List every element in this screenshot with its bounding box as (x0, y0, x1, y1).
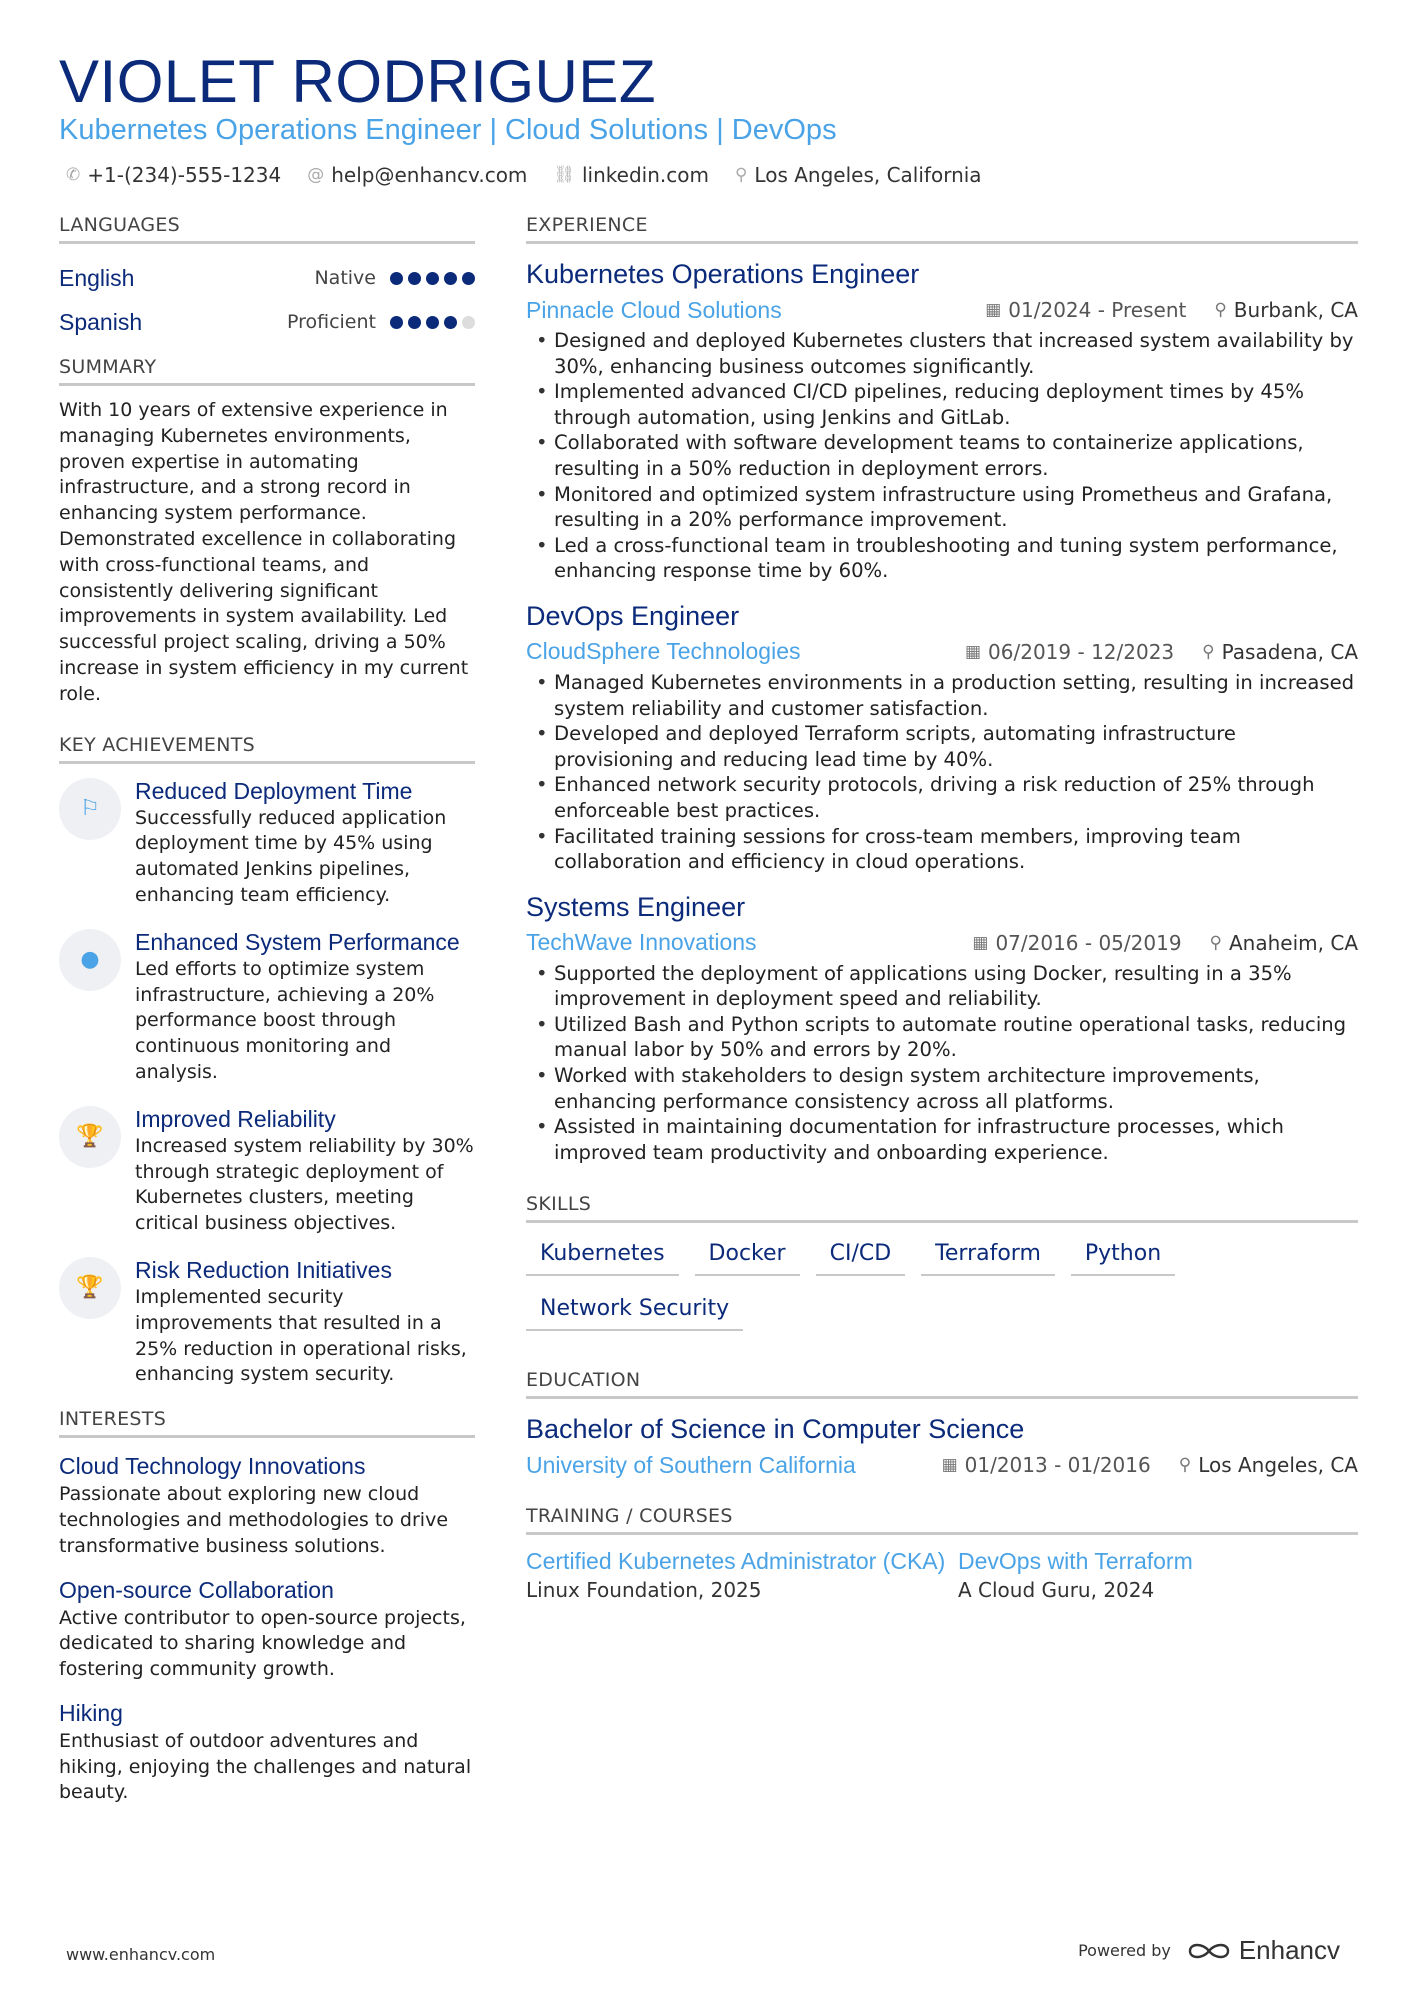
education-meta (526, 1447, 1358, 1483)
language-level: Native (314, 267, 376, 289)
enhancv-logo[interactable] (1187, 1935, 1340, 1966)
achievement-body (135, 776, 475, 909)
company-name: CloudSphere Technologies (526, 638, 801, 665)
job-dates-text: 06/2019 - 12/2023 (988, 639, 1175, 664)
rating-dot (390, 316, 403, 329)
interest-title: Hiking (59, 1699, 123, 1726)
job-title: Kubernetes Operations Engineer (526, 259, 920, 289)
bullet-item: • Led a cross-functional team in troubleshooting and tuning system performance, enhancing response time by 60%. (526, 533, 1358, 584)
bullet-item: • Monitored and optimized system infrastructure using Prometheus and Grafana, resulting in a 20% performance improvement. (526, 482, 1358, 533)
rating-dot (426, 272, 439, 285)
bullet-item: • Developed and deployed Terraform scripts, automating infrastructure provisioning and reducing lead time by 40%. (526, 721, 1358, 772)
rating-dot (408, 272, 421, 285)
language-row (59, 300, 475, 344)
achievement-title: Improved Reliability (135, 1105, 336, 1132)
location-icon: ⚲ (1178, 1455, 1192, 1476)
job-location-text: Burbank, CA (1233, 298, 1358, 322)
education-dates-text: 01/2013 - 01/2016 (964, 1453, 1151, 1478)
flag-icon: ⚐ (59, 778, 121, 840)
education-heading: EDUCATION (526, 1369, 1358, 1399)
achievement-description: Increased system reliability by 30% through strategic deployment of Kubernetes clusters, meeting critical business objectives. (135, 1134, 474, 1235)
achievement-title: Enhanced System Performance (135, 928, 460, 955)
degree-title: Bachelor of Science in Computer Science (526, 1414, 1025, 1445)
training-name: DevOps with Terraform (958, 1548, 1193, 1575)
education-location-text: Los Angeles, CA (1198, 1453, 1358, 1478)
language-rating (390, 272, 475, 285)
achievements-list (59, 776, 475, 1389)
job-location (1210, 931, 1358, 955)
language-row (59, 256, 475, 300)
training-heading: TRAINING / COURSES (526, 1505, 1358, 1535)
training-org: Linux Foundation, 2025 (526, 1578, 762, 1603)
achievement-item (59, 1255, 475, 1388)
link-icon: ⛓ (553, 165, 575, 185)
bullet-item: • Utilized Bash and Python scripts to automate routine operational tasks, reducing manual labor by 50% and errors by 20%. (526, 1012, 1358, 1063)
job-location (1202, 640, 1358, 664)
achievement-description: Implemented security improvements that resulted in a 25% reduction in operational risks, enhancing system security. (135, 1285, 467, 1386)
job-title: Systems Engineer (526, 891, 746, 922)
job-meta (526, 925, 1358, 961)
training-item (958, 1547, 1358, 1605)
job-meta (526, 292, 1358, 328)
location-icon: ⚲ (734, 165, 748, 185)
footer-website[interactable]: www.enhancv.com (66, 1945, 216, 1964)
experience-entry (526, 256, 1358, 584)
achievement-item (59, 776, 475, 909)
enhancv-logo-text: Enhancv (1238, 1935, 1340, 1965)
training-org: A Cloud Guru, 2024 (958, 1578, 1155, 1603)
job-location-text: Anaheim, CA (1229, 930, 1358, 955)
education-dates (942, 1453, 1151, 1477)
left-column (59, 214, 475, 1820)
languages-heading: LANGUAGES (59, 214, 475, 244)
bullet-item: • Supported the deployment of applications using Docker, resulting in a 35% improvement in deployment speed and reliability. (526, 961, 1358, 1012)
company-name: TechWave Innovations (526, 929, 757, 956)
bullet-item: • Designed and deployed Kubernetes clusters that increased system availability by 30%, enhancing business outcomes significantly. (526, 328, 1358, 379)
location-icon: ⚲ (1202, 641, 1215, 662)
location-icon: ⚲ (1209, 932, 1222, 953)
experience-entry (526, 598, 1358, 875)
contact-text: linkedin.com (582, 163, 709, 187)
training-name: Certified Kubernetes Administrator (CKA) (526, 1548, 946, 1575)
footer-branding (1078, 1935, 1340, 1966)
language-rating (390, 316, 475, 329)
training-list (526, 1547, 1358, 1605)
experience-heading: EXPERIENCE (526, 214, 1358, 244)
contact-text: help@enhancv.com (331, 163, 528, 187)
job-dates-text: 01/2024 - Present (1008, 298, 1187, 322)
job-dates (965, 640, 1174, 664)
skills-list (526, 1235, 1358, 1331)
job-bullets (526, 670, 1358, 875)
achievement-item (59, 1104, 475, 1237)
achievement-item (59, 927, 475, 1086)
job-title: DevOps Engineer (526, 600, 740, 631)
candidate-name: VIOLET RODRIGUEZ (59, 48, 656, 115)
powered-by-label: Powered by (1078, 1941, 1171, 1960)
interest-title: Cloud Technology Innovations (59, 1453, 366, 1480)
candidate-headline: Kubernetes Operations Engineer | Cloud Solutions | DevOps (59, 114, 837, 146)
training-item (526, 1547, 958, 1605)
interest-title: Open-source Collaboration (59, 1576, 334, 1603)
calendar-icon: ▦ (941, 1455, 958, 1476)
achievement-description: Led efforts to optimize system infrastructure, achieving a 20% performance boost through continuous monitoring and analysis. (135, 957, 435, 1083)
bullet-item: • Enhanced network security protocols, driving a risk reduction of 25% through enforceable best practices. (526, 772, 1358, 823)
contact-bar (66, 163, 982, 187)
rating-dot (444, 272, 457, 285)
right-column (526, 214, 1358, 1605)
job-dates-text: 07/2016 - 05/2019 (995, 930, 1182, 955)
rating-dot (426, 316, 439, 329)
at-icon: @ (307, 165, 325, 185)
job-bullets (526, 328, 1358, 584)
brain-icon: ● (59, 929, 121, 991)
contact-item[interactable] (553, 163, 709, 187)
interests-heading: INTERESTS (59, 1408, 475, 1438)
skill-tag: Kubernetes (526, 1235, 679, 1276)
bullet-item: • Collaborated with software development teams to containerize applications, resulting in a 50% reduction in deployment errors. (526, 430, 1358, 481)
contact-item[interactable] (66, 163, 281, 187)
job-location (1214, 298, 1358, 322)
job-dates (985, 298, 1186, 322)
job-bullets (526, 961, 1358, 1166)
bullet-item: • Facilitated training sessions for cross-team members, improving team collaboration and efficiency in cloud operations. (526, 824, 1358, 875)
summary-heading: SUMMARY (59, 356, 475, 386)
achievement-body (135, 1255, 475, 1388)
calendar-icon: ▦ (964, 641, 982, 662)
company-name: Pinnacle Cloud Solutions (526, 296, 782, 323)
education-list (526, 1411, 1358, 1483)
language-level: Proficient (286, 311, 376, 333)
rating-dot (462, 272, 475, 285)
skills-heading: SKILLS (526, 1193, 1358, 1223)
job-dates (972, 931, 1181, 955)
contact-item[interactable] (307, 163, 527, 187)
job-meta (526, 634, 1358, 670)
skill-tag: Python (1071, 1235, 1175, 1276)
rating-dot (462, 316, 475, 329)
interests-list (59, 1450, 475, 1806)
skill-tag: Network Security (526, 1290, 743, 1331)
rating-dot (408, 316, 421, 329)
achievement-body (135, 927, 475, 1086)
skill-tag: Docker (695, 1235, 800, 1276)
rating-dot (444, 316, 457, 329)
phone-icon: ✆ (66, 165, 81, 185)
location-icon: ⚲ (1214, 300, 1227, 320)
skill-tag: CI/CD (816, 1235, 906, 1276)
interest-description: Active contributor to open-source projects, dedicated to sharing knowledge and fostering community growth. (59, 1606, 466, 1681)
education-location (1179, 1453, 1358, 1477)
languages-list (59, 256, 475, 344)
interest-description: Passionate about exploring new cloud technologies and methodologies to drive transformative business solutions. (59, 1483, 449, 1557)
school-name: University of Southern California (526, 1451, 856, 1478)
achievement-title: Reduced Deployment Time (135, 777, 413, 804)
skill-tag: Terraform (921, 1235, 1055, 1276)
summary-text: With 10 years of extensive experience in managing Kubernetes environments, proven expertise in automating infrastructure, and a strong record in enhancing system performance. Demonstrated excellence in collaborating with cross-functional teams, and consistently delivering significant improvements in system availability. Led successful project scaling, driving a 50% increase in system efficiency in my current role. (59, 399, 469, 705)
enhancv-logo-icon (1187, 1940, 1231, 1962)
achievements-heading: KEY ACHIEVEMENTS (59, 734, 475, 764)
experience-entry (526, 889, 1358, 1166)
trophy-icon: 🏆 (59, 1106, 121, 1168)
bullet-item: • Assisted in maintaining documentation for infrastructure processes, which improved team productivity and onboarding experience. (526, 1114, 1358, 1165)
bullet-item: • Worked with stakeholders to design system architecture improvements, enhancing performance consistency across all platforms. (526, 1063, 1358, 1114)
calendar-icon: ▦ (972, 932, 989, 953)
contact-item[interactable] (735, 163, 982, 187)
bullet-item: • Managed Kubernetes environments in a production setting, resulting in increased system reliability and customer satisfaction. (526, 670, 1358, 721)
trophy-icon: 🏆 (59, 1257, 121, 1319)
language-name: Spanish (59, 308, 143, 335)
bullet-item: • Implemented advanced CI/CD pipelines, reducing deployment times by 45% through automation, using Jenkins and GitLab. (526, 379, 1358, 430)
rating-dot (390, 272, 403, 285)
achievement-body (135, 1104, 475, 1237)
calendar-icon: ▦ (985, 300, 1002, 320)
contact-text: Los Angeles, California (754, 163, 982, 187)
job-location-text: Pasadena, CA (1221, 639, 1358, 664)
interest-description: Enthusiast of outdoor adventures and hiking, enjoying the challenges and natural beauty. (59, 1729, 472, 1804)
achievement-description: Successfully reduced application deployment time by 45% using automated Jenkins pipelines, enhancing team efficiency. (135, 806, 447, 906)
language-name: English (59, 264, 135, 291)
experience-list (526, 256, 1358, 1165)
contact-text: +1-(234)-555-1234 (87, 163, 282, 187)
achievement-title: Risk Reduction Initiatives (135, 1256, 392, 1283)
